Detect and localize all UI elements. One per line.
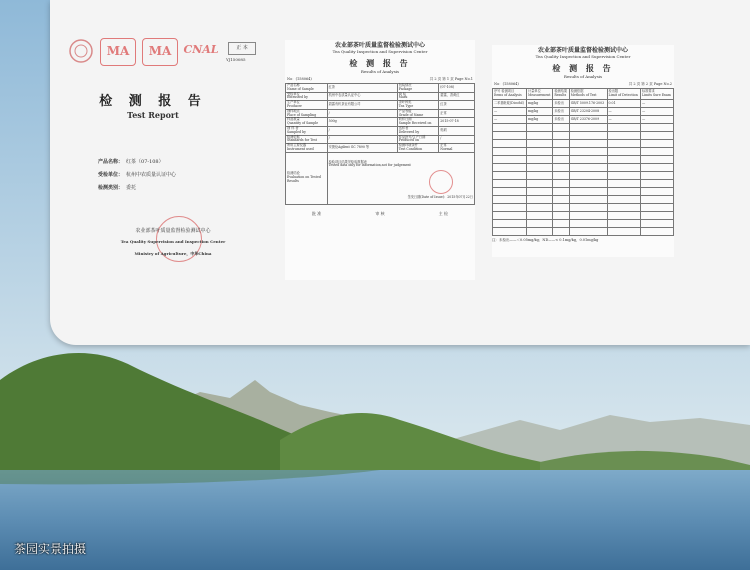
report-info-cell: 2015-07-18 — [439, 118, 475, 127]
results-empty-row — [493, 188, 674, 196]
report-info-row — [286, 92, 475, 101]
results-cell: — — [607, 108, 640, 116]
report-info-cell: / — [327, 135, 397, 144]
results-cell: 0.01 — [607, 100, 640, 108]
results-empty-row — [493, 180, 674, 188]
results-column-header: 序号 检测项目 Items of Analysis — [493, 89, 527, 100]
report-info-table — [285, 83, 475, 205]
issuer-name-en: Tea Quality Supervision and Inspection Center — [120, 239, 226, 244]
report-info-cell: 红茶 — [439, 101, 475, 110]
results-empty-row — [493, 172, 674, 180]
report-header-en: Tea Quality Inspection and Supervision Center — [332, 49, 428, 54]
results-cell: mg/kg — [527, 100, 553, 108]
results-cell: GB/T 5009.176-2003 — [569, 100, 607, 108]
report-page-title: 检 测 报 告 — [349, 58, 411, 68]
results-cell: 未检出 — [553, 108, 569, 116]
report-info-cell: 受检单位 Entrusted by — [286, 92, 328, 101]
ma-logo-2: MA — [142, 38, 178, 66]
results-empty-row — [493, 140, 674, 148]
report-info-cell: / — [327, 126, 397, 135]
results-cell: — — [640, 100, 673, 108]
results-header: 农业部茶叶质量监督检验测试中心 — [537, 47, 628, 54]
results-cell: mg/kg — [527, 108, 553, 116]
results-cell: — — [607, 116, 640, 124]
results-cell: GB/T 23376-2009 — [569, 116, 607, 124]
report-title-en: Test Report — [127, 110, 179, 120]
report-title: 检 测 报 告 — [99, 94, 207, 109]
results-table — [492, 88, 674, 236]
results-row — [493, 108, 674, 116]
results-cell: — — [493, 108, 527, 116]
report-meta: No：(158064) 共 2 页 第 1 页 Page No.1 — [287, 77, 473, 81]
ma-logo: MA — [100, 38, 136, 66]
report-info-cell: 样品批号/生产日期 Produced on — [397, 135, 439, 144]
approver-signature: 批 准 — [312, 210, 322, 216]
report-info-cell: 安捷伦Agilent GC 7890 等 — [327, 144, 397, 153]
results-row — [493, 116, 674, 124]
results-meta: No：(158064) 共 2 页 第 2 页 Page No.2 — [494, 82, 672, 86]
report-info-cell: 商 标 Mark — [397, 92, 439, 101]
original-stamp: 正 本 — [228, 42, 256, 55]
results-header-en: Tea Quality Inspection and Supervision Center — [535, 54, 631, 59]
field-category: 检测类别： 委托 — [98, 185, 137, 191]
results-column-header: 标准要求 Limits Sure Exam — [640, 89, 673, 100]
reviewer-signature: 审 核 — [375, 210, 385, 216]
report-info-row — [286, 118, 475, 127]
report-info-cell: 样品数量 Quantity of Sample — [286, 118, 328, 127]
results-cell: 未检出 — [553, 116, 569, 124]
results-empty-row — [493, 220, 674, 228]
results-empty-row — [493, 156, 674, 164]
results-page-title-en: Results of Analysis — [563, 74, 603, 79]
report-info-cell: 所用主要仪器 Instrument used — [286, 144, 328, 153]
report-info-cell: 正常 Normal — [439, 144, 475, 153]
photo-caption: 茶园实景拍摄 — [14, 542, 87, 556]
results-cell: GB/T 23204-2008 — [569, 108, 607, 116]
report-page-2 — [492, 45, 674, 257]
report-info-cell: 收样日期 Sample Received on — [397, 118, 439, 127]
inspector-signature: 主 检 — [438, 210, 448, 216]
signature-row — [285, 211, 475, 217]
results-footnote: 注：未检出——＜0.05mg/kg；ND——< 0.1mg/kg，0.01mg/kg — [492, 238, 599, 242]
field-product: 产品名称： 红茶（07-108） — [98, 159, 164, 165]
report-info-cell: 郭炳 — [439, 126, 475, 135]
report-info-row — [286, 144, 475, 153]
results-empty-row — [493, 228, 674, 236]
results-cell: 二苯基吡啶(Dicofol) — [493, 100, 527, 108]
results-column-header: 检测依据 Methods of Test — [569, 89, 607, 100]
report-info-cell: 500g — [327, 118, 397, 127]
report-info-cell: 产品等级 Grade of Name — [397, 109, 439, 118]
report-info-cell: 包装情况 Package — [397, 84, 439, 93]
results-column-header: 检出限 Limit of Detection — [607, 89, 640, 100]
issuer-name: 农业部茶叶质量监督检验测试中心 — [135, 228, 211, 234]
report-seal-icon — [429, 170, 453, 194]
results-empty-row — [493, 132, 674, 140]
report-info-cell: (07-108) — [439, 84, 475, 93]
field-client: 受检单位： 杭州中农质量认证中心 — [98, 172, 177, 178]
results-column-header: 计量单位 Measurement — [527, 89, 553, 100]
report-info-cell: 送样者 Delivered by — [397, 126, 439, 135]
stamp-number: YJ150085 — [226, 57, 246, 62]
results-cell: — — [640, 108, 673, 116]
report-info-cell: 检测依据 Standards for Test — [286, 135, 328, 144]
results-empty-row — [493, 196, 674, 204]
results-page-title: 检 测 报 告 — [552, 63, 614, 73]
report-info-cell: 抽 样 者 Sampled by — [286, 126, 328, 135]
report-page-1 — [285, 40, 475, 280]
report-info-cell: 红茶 — [327, 84, 397, 93]
lake — [0, 470, 750, 570]
report-info-cell: 生产单位 Producer — [286, 101, 328, 110]
results-empty-row — [493, 124, 674, 132]
report-info-cell: 产品名称 Name of Sample — [286, 84, 328, 93]
results-column-header: 检测结果 Results — [553, 89, 569, 100]
report-info-cell: 杭州中农质量认证中心 — [327, 92, 397, 101]
report-info-cell: 茶叶种类 Tea Type — [397, 101, 439, 110]
results-empty-row — [493, 164, 674, 172]
report-page-title-en: Results of Analysis — [360, 69, 400, 74]
test-report-cover — [68, 38, 248, 308]
results-row — [493, 100, 674, 108]
report-info-cell: / — [439, 135, 475, 144]
results-empty-row — [493, 148, 674, 156]
results-cell: — — [640, 116, 673, 124]
report-info-cell: 检测环境条件 Test Condition — [397, 144, 439, 153]
report-info-cell: 碧露有机茶业有限公司 — [327, 101, 397, 110]
report-info-cell: 碧露，香黄红 — [439, 92, 475, 101]
results-cell: 未检出 — [553, 100, 569, 108]
report-info-cell: / — [327, 109, 397, 118]
report-info-row — [286, 126, 475, 135]
results-cell: — — [493, 116, 527, 124]
report-info-cell: 抽样地点 Place of Sampling — [286, 109, 328, 118]
results-cell: mg/kg — [527, 116, 553, 124]
evaluation-row: 检测结论 Evaluation on Tested Results 检验项目结果见检验数据表 Tested data only for information,not for judgement 签发日期(Date of Issue)：2015年07月22日 — [286, 152, 475, 204]
report-info-row — [286, 84, 475, 93]
issuer-ministry: Ministry of Agriculture，中华China — [134, 251, 212, 256]
report-info-cell: 正常 — [439, 109, 475, 118]
cnal-logo: CNAL — [183, 43, 219, 56]
cma-seal-icon — [68, 38, 94, 64]
report-info-row — [286, 109, 475, 118]
results-empty-row — [493, 212, 674, 220]
report-info-row — [286, 101, 475, 110]
results-empty-row — [493, 204, 674, 212]
report-header: 农业部茶叶质量监督检验测试中心 — [334, 42, 425, 49]
